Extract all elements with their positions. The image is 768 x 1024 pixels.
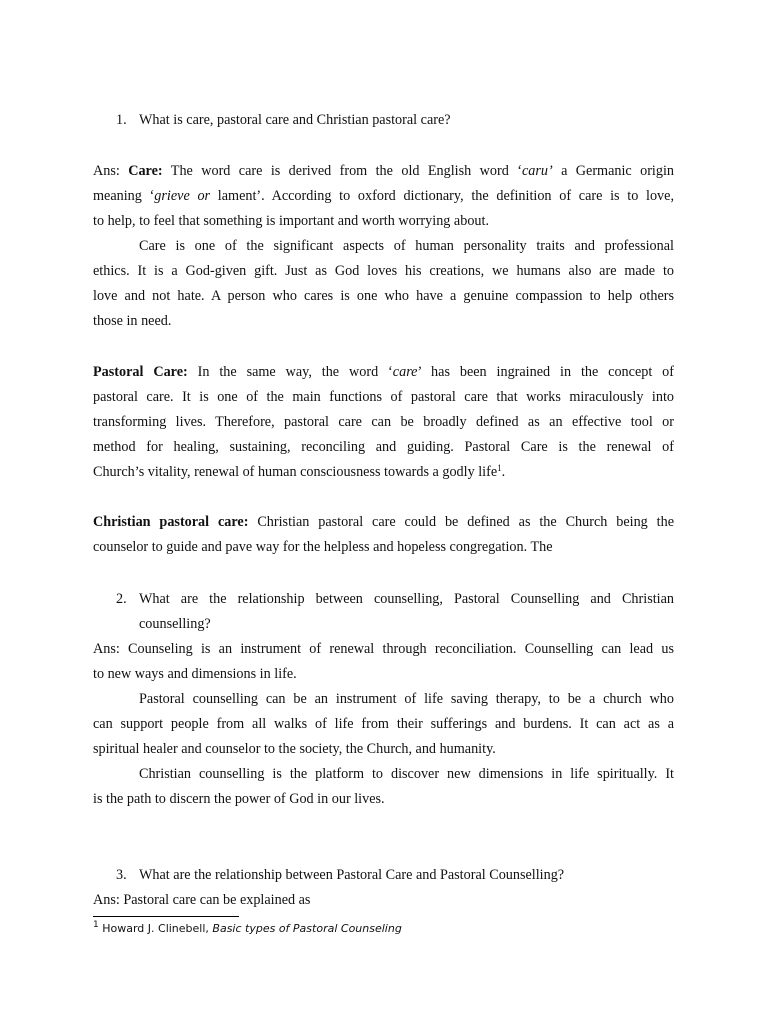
christian-pastoral-care-line: Christian pastoral care: Christian pastoral care could be defined as the Church being the bbox=[93, 514, 674, 530]
pastoral-care-heading: Pastoral Care: bbox=[93, 364, 188, 380]
answer-2-line: is the path to discern the power of God in our lives. bbox=[93, 791, 385, 807]
question-2-text: What are the relationship between counselling, Pastoral Counselling and Christian bbox=[139, 591, 674, 607]
answer-3-line: Ans: Pastoral care can be explained as bbox=[93, 892, 311, 908]
care-heading: Care: bbox=[128, 163, 163, 179]
question-1-text: What is care, pastoral care and Christian pastoral care? bbox=[139, 112, 451, 128]
pastoral-care-line: Pastoral Care: In the same way, the word ‘care’ has been ingrained in the concept of bbox=[93, 364, 674, 380]
answer-2-line: to new ways and dimensions in life. bbox=[93, 666, 297, 682]
question-2-text: counselling? bbox=[139, 616, 211, 632]
answer-2-line: Christian counselling is the platform to discover new dimensions in life spiritually. It bbox=[139, 766, 674, 782]
care-paragraph-line: to help, to feel that something is important and worth worrying about. bbox=[93, 213, 489, 229]
pastoral-care-line: method for healing, sustaining, reconciling and guiding. Pastoral Care is the renewal of bbox=[93, 439, 674, 455]
pastoral-care-line: Church’s vitality, renewal of human consciousness towards a godly life$^1$. bbox=[93, 463, 506, 480]
answer-2-line: can support people from all walks of life from their sufferings and burdens. It can act as a bbox=[93, 716, 674, 732]
question-2-number: 2. bbox=[116, 591, 127, 607]
pastoral-care-line: transforming lives. Therefore, pastoral care can be broadly defined as an effective tool or bbox=[93, 414, 674, 430]
footnote-reference[interactable]: 1 bbox=[497, 463, 502, 473]
answer-2-line: Ans: Counseling is an instrument of renewal through reconciliation. Counselling can lead us bbox=[93, 641, 674, 657]
answer-2-line: Pastoral counselling can be an instrument of life saving therapy, to be a church who bbox=[139, 691, 674, 707]
christian-pastoral-care-line: counselor to guide and pave way for the helpless and hopeless congregation. The bbox=[93, 539, 553, 555]
care-paragraph-line: ethics. It is a God-given gift. Just as God loves his creations, we humans also are made to bbox=[93, 263, 674, 279]
question-1-number: 1. bbox=[116, 112, 127, 128]
care-paragraph-line: Ans: Care: The word care is derived from the old English word ‘caru’ a Germanic origin bbox=[93, 163, 675, 179]
christian-pastoral-care-heading: Christian pastoral care: bbox=[93, 514, 249, 530]
footnote-separator bbox=[93, 916, 239, 917]
pastoral-care-line: pastoral care. It is one of the main functions of pastoral care that works miraculously into bbox=[93, 389, 674, 405]
footnote: $^1$ Howard J. Clinebell, Basic types of Pastoral Counseling bbox=[93, 920, 402, 935]
answer-2-line: spiritual healer and counselor to the society, the Church, and humanity. bbox=[93, 741, 496, 757]
care-paragraph-line: love and not hate. A person who cares is one who have a genuine compassion to help others bbox=[93, 288, 674, 304]
care-paragraph-line: those in need. bbox=[93, 313, 172, 329]
care-paragraph-line: Care is one of the significant aspects of human personality traits and professional bbox=[139, 238, 674, 254]
care-paragraph-line: meaning ‘grieve or lament’. According to oxford dictionary, the definition of care is to love, bbox=[93, 188, 674, 204]
question-3-text: What are the relationship between Pastoral Care and Pastoral Counselling? bbox=[139, 867, 565, 883]
question-3-number: 3. bbox=[116, 867, 127, 883]
